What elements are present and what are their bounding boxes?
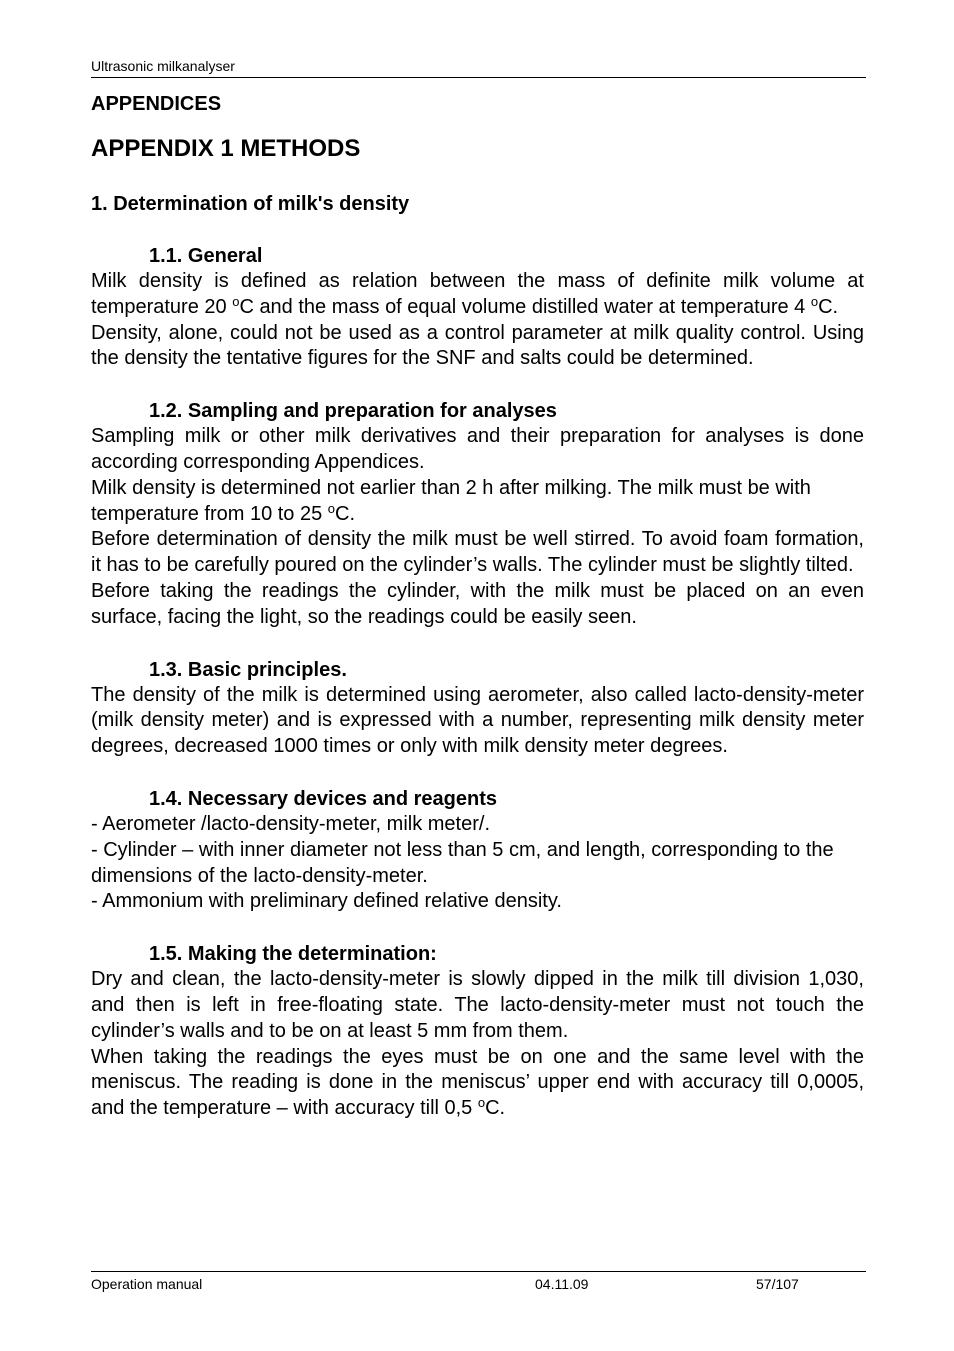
footer-divider xyxy=(91,1271,866,1272)
text-run: C and the mass of equal volume distilled water at temperature 4 xyxy=(239,295,811,318)
sampling-paragraph-4: Before taking the readings the cylinder, with the milk must be placed on an even surface, facing the light, so the readings could be easily seen. xyxy=(91,579,864,628)
subsection-devices-title: 1.4. Necessary devices and reagents xyxy=(149,787,497,810)
degree-superscript: o xyxy=(232,293,240,309)
text-run: C. xyxy=(818,295,839,318)
appendix-title: APPENDIX 1 METHODS xyxy=(91,135,361,162)
subsection-principles-title: 1.3. Basic principles. xyxy=(149,658,347,681)
subsection-general-title: 1.1. General xyxy=(149,245,263,267)
degree-superscript: o xyxy=(327,500,336,516)
text-run: Milk density is defined as relation between the mass of definite milk volume at temperature 20 xyxy=(91,270,864,318)
footer-page-number: 57/107 xyxy=(756,1276,799,1292)
page-content xyxy=(91,90,864,1122)
determination-paragraph-1: Dry and clean, the lacto-density-meter is slowly dipped in the milk till division 1,030, and then is left in free-floating state. The lacto-density-meter must not touch the cylinder’s walls and to be on at least 5 mm from them. xyxy=(91,968,864,1042)
device-list-item: - Cylinder – with inner diameter not less than 5 cm, and length, corresponding to the dimensions of the lacto-density-meter. xyxy=(91,838,834,887)
general-paragraph-1 xyxy=(91,269,864,321)
sampling-paragraph-2 xyxy=(91,476,864,528)
running-header: Ultrasonic milkanalyser xyxy=(91,58,235,74)
text-run: When taking the readings the eyes must be on one and the same level with the meniscus. The reading is done in the meniscus’ upper end with accuracy till 0,0005, and the temperature – with accuracy till 0,5 xyxy=(91,1045,864,1120)
device-list-item: - Ammonium with preliminary defined relative density. xyxy=(91,890,562,913)
sampling-paragraph-1: Sampling milk or other milk derivatives and their preparation for analyses is done according corresponding Appendices. xyxy=(91,425,864,473)
footer-date: 04.11.09 xyxy=(535,1276,589,1292)
header-divider xyxy=(91,77,866,78)
appendices-heading: APPENDICES xyxy=(91,93,222,115)
footer-document-name: Operation manual xyxy=(91,1276,203,1292)
principles-paragraph: The density of the milk is determined using aerometer, also called lacto-density-meter (milk density meter) and is expressed with a number, representing milk density meter degrees, decreased 1000 times or only with milk density meter degrees. xyxy=(91,683,864,758)
section-title: 1. Determination of milk's density xyxy=(91,193,410,215)
document-page xyxy=(91,0,864,1351)
sampling-paragraph-3: Before determination of density the milk must be well stirred. To avoid foam formation, it has to be carefully poured on the cylinder’s walls. The cylinder must be slightly tilted. xyxy=(91,528,864,577)
subsection-determination-title: 1.5. Making the determination: xyxy=(149,943,437,966)
degree-superscript: o xyxy=(810,293,819,309)
text-run: C. xyxy=(335,502,356,525)
device-list-item: - Aerometer /lacto-density-meter, milk meter/. xyxy=(91,812,491,835)
text-run: C. xyxy=(485,1097,506,1120)
determination-paragraph-2 xyxy=(91,1045,864,1122)
degree-superscript: o xyxy=(477,1094,486,1110)
text-run: Milk density is determined not earlier than 2 h after milking. The milk must be with temperature from 10 to 25 xyxy=(91,476,811,525)
general-paragraph-2: Density, alone, could not be used as a control parameter at milk quality control. Using the density the tentative figures for the SNF and salts could be determined. xyxy=(91,321,864,370)
subsection-sampling-title: 1.2. Sampling and preparation for analyses xyxy=(149,400,557,423)
